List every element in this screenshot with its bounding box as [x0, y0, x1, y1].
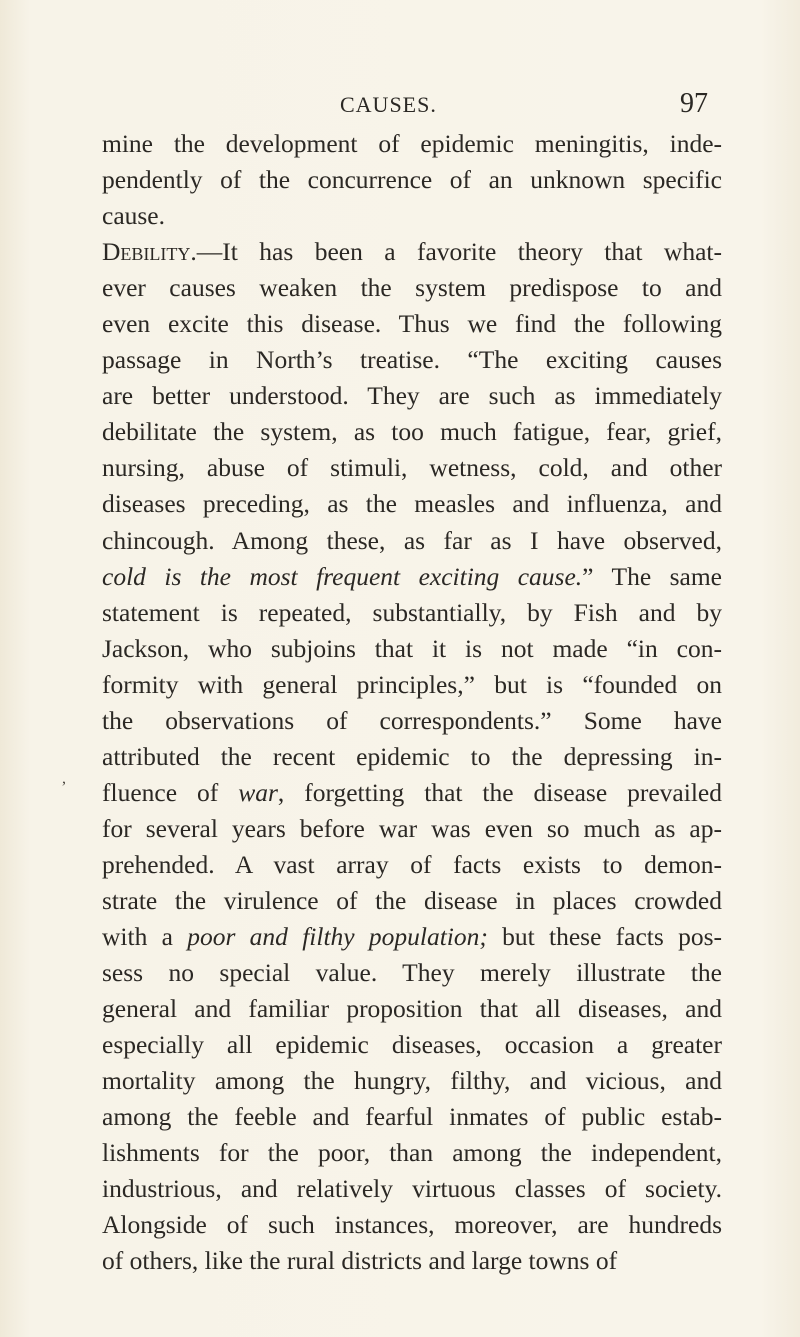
poor-post: but these facts pos-	[487, 922, 723, 952]
poor-italic: poor and filthy population;	[187, 922, 488, 952]
war-pre: fluence of	[102, 777, 239, 807]
text-line: are better understood. They are such as immediately	[102, 381, 722, 411]
text-line: mortality among the hungry, filthy, and vicious, and	[102, 1066, 722, 1096]
debility-text: —It has been a favorite theory that what-	[196, 237, 722, 267]
text-line: especially all epidemic diseases, occasion a greater	[102, 1030, 722, 1060]
section-heading-debility: Debility.	[102, 237, 197, 267]
text-line: nursing, abuse of stimuli, wetness, cold, and other	[102, 453, 722, 483]
margin-mark: ,	[62, 770, 66, 787]
text-line: debilitate the system, as too much fatigue, fear, grief,	[102, 417, 722, 447]
text-line-cold	[102, 559, 722, 595]
text-line-poor	[102, 919, 722, 955]
running-title: CAUSES.	[340, 92, 437, 117]
text-line: cause.	[102, 201, 166, 231]
text-line: lishments for the poor, than among the independent,	[102, 1138, 722, 1168]
body-text	[102, 126, 722, 1280]
quote-tail: ” The same	[582, 561, 722, 591]
war-post: , forgetting that the disease prevailed	[277, 777, 722, 807]
text-line: of others, like the rural districts and large towns of	[102, 1246, 618, 1276]
text-line: general and familiar proposition that all diseases, and	[102, 994, 722, 1024]
page-number: 97	[680, 88, 708, 119]
running-head	[0, 88, 800, 128]
text-line: passage in North’s treatise. “The exciting causes	[102, 345, 722, 375]
text-line: for several years before war was even so much as ap-	[102, 813, 722, 843]
quote-italic: cold is the most frequent exciting cause.	[102, 561, 583, 591]
text-line: pendently of the concurrence of an unknown specific	[102, 165, 722, 195]
text-line: the observations of correspondents.” Some have	[102, 705, 722, 735]
war-italic: war	[238, 777, 278, 807]
text-line: Alongside of such instances, moreover, are hundreds	[102, 1210, 722, 1240]
text-line: industrious, and relatively virtuous classes of society.	[102, 1174, 722, 1204]
text-line-debility	[102, 234, 722, 270]
text-line: chincough. Among these, as far as I have observed,	[102, 525, 722, 555]
text-line: Jackson, who subjoins that it is not made “in con-	[102, 633, 722, 663]
text-line: attributed the recent epidemic to the depressing in-	[102, 741, 722, 771]
text-line: sess no special value. They merely illustrate the	[102, 958, 722, 988]
text-line: prehended. A vast array of facts exists to demon-	[102, 849, 722, 879]
text-line: diseases preceding, as the measles and influenza, and	[102, 489, 722, 519]
text-line: strate the virulence of the disease in places crowded	[102, 885, 722, 915]
text-line: among the feeble and fearful inmates of public estab-	[102, 1102, 722, 1132]
text-line-war	[102, 775, 722, 811]
text-line: ever causes weaken the system predispose to and	[102, 273, 722, 303]
text-line: even excite this disease. Thus we find the following	[102, 309, 722, 339]
text-line: formity with general principles,” but is “founded on	[102, 669, 722, 699]
text-line: statement is repeated, substantially, by Fish and by	[102, 597, 722, 627]
text-line: mine the development of epidemic meningitis, inde-	[102, 129, 722, 158]
poor-pre: with a	[102, 922, 188, 952]
